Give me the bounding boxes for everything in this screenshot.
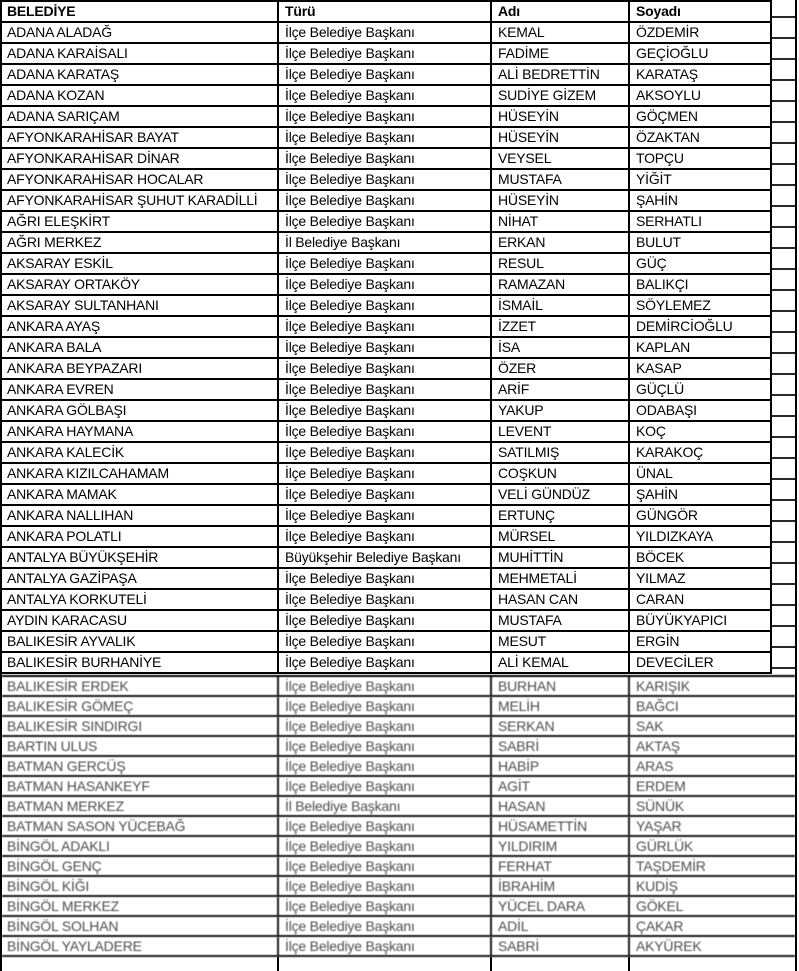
table-row xyxy=(2,422,795,443)
cell-turu: İlçe Belediye Başkanı xyxy=(277,590,490,609)
cell-soyadi: DEMİRCİOĞLU xyxy=(628,317,795,336)
table-row xyxy=(2,296,795,317)
cell-belediye: AĞRI ELEŞKİRT xyxy=(7,213,110,229)
cell-belediye: ADANA KOZAN xyxy=(7,87,105,103)
cell-soyadi: KARIŞIK xyxy=(628,677,795,695)
table-row xyxy=(2,359,795,380)
table-row xyxy=(2,149,795,170)
cell-soyadi: GÜÇ xyxy=(628,254,795,273)
cell-soyadi: ODABAŞI xyxy=(628,401,795,420)
cell-turu: İlçe Belediye Başkanı xyxy=(277,401,490,420)
cell-turu: İlçe Belediye Başkanı xyxy=(277,737,490,755)
cell-turu: İlçe Belediye Başkanı xyxy=(277,777,490,795)
cell-soyadi: SAK xyxy=(628,717,795,735)
cell-belediye: BATMAN MERKEZ xyxy=(7,798,124,814)
cell-turu: İlçe Belediye Başkanı xyxy=(277,917,490,935)
cell-adi: NİHAT xyxy=(490,212,628,231)
cell-soyadi: KARATAŞ xyxy=(628,65,795,84)
cell-soyadi: ÖZDEMİR xyxy=(628,23,795,42)
cell-turu: İlçe Belediye Başkanı xyxy=(277,485,490,504)
cell-soyadi: BÜYÜKYAPICI xyxy=(628,611,795,630)
cell-turu: İl Belediye Başkanı xyxy=(277,797,490,815)
cell-adi: HÜSEYİN xyxy=(490,191,628,210)
cell-belediye: AFYONKARAHİSAR HOCALAR xyxy=(7,171,204,187)
cell-belediye: ADANA SARIÇAM xyxy=(7,108,120,124)
cell-soyadi: KUDİŞ xyxy=(628,877,795,895)
table-row xyxy=(2,897,795,917)
cell-soyadi: GÜNGÖR xyxy=(628,506,795,525)
table-row xyxy=(2,86,795,107)
cell-turu: İlçe Belediye Başkanı xyxy=(277,275,490,294)
table-row xyxy=(2,548,795,569)
cell-belediye: BALIKESİR GÖMEÇ xyxy=(7,698,134,714)
cell-turu: İlçe Belediye Başkanı xyxy=(277,611,490,630)
cell-adi: İBRAHİM xyxy=(490,877,628,895)
cell-soyadi: KAPLAN xyxy=(628,338,795,357)
table-row xyxy=(2,233,795,254)
cell-adi: SABRİ xyxy=(490,737,628,755)
cell-adi: İSMAİL xyxy=(490,296,628,315)
table-row xyxy=(2,675,795,697)
cell-soyadi: GÜRLÜK xyxy=(628,837,795,855)
cell-adi: MÜRSEL xyxy=(490,527,628,546)
table-row xyxy=(2,697,795,717)
cell-belediye: ANKARA HAYMANA xyxy=(7,423,134,439)
cell-turu: İlçe Belediye Başkanı xyxy=(277,837,490,855)
cell-belediye: AYDIN KARACASU xyxy=(7,612,127,628)
table-row xyxy=(2,338,795,359)
cell-soyadi: AKTAŞ xyxy=(628,737,795,755)
table-row xyxy=(2,317,795,338)
cell-belediye: ADANA ALADAĞ xyxy=(7,24,112,40)
cell-belediye: AKSARAY SULTANHANI xyxy=(7,297,159,313)
cell-soyadi: BALIKÇI xyxy=(628,275,795,294)
cell-adi: HÜSEYİN xyxy=(490,107,628,126)
cell-soyadi: AKSOYLU xyxy=(628,86,795,105)
cell-soyadi: SÖYLEMEZ xyxy=(628,296,795,315)
header-turu: Türü xyxy=(277,2,490,21)
table-row xyxy=(2,797,795,817)
cell-turu: İlçe Belediye Başkanı xyxy=(277,569,490,588)
table-row xyxy=(2,443,795,464)
table-row xyxy=(2,937,795,957)
cell-soyadi: SÜNÜK xyxy=(628,797,795,815)
cell-belediye: BİNGÖL KİĞI xyxy=(7,878,90,894)
cell-belediye: AKSARAY ESKİL xyxy=(7,255,113,271)
table-row xyxy=(2,44,795,65)
cell-turu: İlçe Belediye Başkanı xyxy=(277,464,490,483)
cell-adi: YILDIRIM xyxy=(490,837,628,855)
cell-turu: İlçe Belediye Başkanı xyxy=(277,653,490,672)
table-row xyxy=(2,877,795,897)
cell-belediye: AFYONKARAHİSAR DİNAR xyxy=(7,150,180,166)
cell-soyadi: BÖCEK xyxy=(628,548,795,567)
cell-belediye: BİNGÖL GENÇ xyxy=(7,858,102,874)
cell-turu: İlçe Belediye Başkanı xyxy=(277,422,490,441)
cell-adi: HASAN CAN xyxy=(490,590,628,609)
table-row xyxy=(2,212,795,233)
table-row xyxy=(2,777,795,797)
table-row xyxy=(2,464,795,485)
table-body xyxy=(2,23,795,957)
cell-belediye: AKSARAY ORTAKÖY xyxy=(7,276,140,292)
cell-turu: İlçe Belediye Başkanı xyxy=(277,254,490,273)
table-row xyxy=(2,527,795,548)
cell-turu: İlçe Belediye Başkanı xyxy=(277,697,490,715)
cell-adi: RAMAZAN xyxy=(490,275,628,294)
cell-soyadi: ERDEM xyxy=(628,777,795,795)
cell-soyadi: GÖKEL xyxy=(628,897,795,915)
cell-belediye: ANKARA BALA xyxy=(7,339,102,355)
cell-adi: MELİH xyxy=(490,697,628,715)
cell-turu: İlçe Belediye Başkanı xyxy=(277,23,490,42)
cell-belediye: ANKARA KALECİK xyxy=(7,444,125,460)
cell-adi: MUHİTTİN xyxy=(490,548,628,567)
table-row xyxy=(2,170,795,191)
cell-belediye: BALIKESİR ERDEK xyxy=(7,678,129,694)
cell-turu: İlçe Belediye Başkanı xyxy=(277,317,490,336)
cell-soyadi: YILDIZKAYA xyxy=(628,527,795,546)
table-header-row xyxy=(2,2,795,23)
cell-adi: YAKUP xyxy=(490,401,628,420)
cell-soyadi: YİĞİT xyxy=(628,170,795,189)
cell-belediye: ANKARA AYAŞ xyxy=(7,318,100,334)
table-row xyxy=(2,380,795,401)
table-row xyxy=(2,857,795,877)
cell-soyadi: ERGİN xyxy=(628,632,795,651)
cell-turu: İlçe Belediye Başkanı xyxy=(277,817,490,835)
cell-belediye: ANKARA MAMAK xyxy=(7,486,117,502)
table-row xyxy=(2,107,795,128)
table-row xyxy=(2,632,795,653)
cell-belediye: AFYONKARAHİSAR ŞUHUT KARADİLLİ xyxy=(7,192,258,208)
cell-turu: İlçe Belediye Başkanı xyxy=(277,857,490,875)
cell-adi: SATILMIŞ xyxy=(490,443,628,462)
table-row xyxy=(2,65,795,86)
cell-belediye: ADANA KARAİSALI xyxy=(7,45,128,61)
cell-soyadi: ŞAHİN xyxy=(628,191,795,210)
cell-turu: İlçe Belediye Başkanı xyxy=(277,191,490,210)
cell-belediye: BALIKESİR BURHANİYE xyxy=(7,654,162,670)
header-adi: Adı xyxy=(490,2,628,21)
cell-soyadi: KARAKOÇ xyxy=(628,443,795,462)
header-belediye: BELEDİYE xyxy=(7,3,76,19)
cell-turu: İlçe Belediye Başkanı xyxy=(277,170,490,189)
cell-belediye: AFYONKARAHİSAR BAYAT xyxy=(7,129,179,145)
table-row xyxy=(2,737,795,757)
cell-soyadi: BULUT xyxy=(628,233,795,252)
cell-soyadi: GÜÇLÜ xyxy=(628,380,795,399)
cell-turu: İlçe Belediye Başkanı xyxy=(277,527,490,546)
cell-adi: SABRİ xyxy=(490,937,628,955)
cell-belediye xyxy=(2,957,277,971)
cell-adi: ADİL xyxy=(490,917,628,935)
table-row xyxy=(2,837,795,857)
table-row xyxy=(2,717,795,737)
cell-turu: İlçe Belediye Başkanı xyxy=(277,65,490,84)
cell-turu: İlçe Belediye Başkanı xyxy=(277,338,490,357)
cell-belediye: BARTIN ULUS xyxy=(7,738,98,754)
cell-adi: YÜCEL DARA xyxy=(490,897,628,915)
cell-belediye: ANKARA NALLIHAN xyxy=(7,507,134,523)
cell-adi: ARİF xyxy=(490,380,628,399)
cell-soyadi: KASAP xyxy=(628,359,795,378)
cell-soyadi: ÇAKAR xyxy=(628,917,795,935)
table-row xyxy=(2,401,795,422)
cell-adi: MUSTAFA xyxy=(490,170,628,189)
cell-adi: İSA xyxy=(490,338,628,357)
cell-belediye: BİNGÖL YAYLADERE xyxy=(7,938,142,954)
cell-soyadi: YILMAZ xyxy=(628,569,795,588)
cell-turu: İlçe Belediye Başkanı xyxy=(277,757,490,775)
cell-turu: İlçe Belediye Başkanı xyxy=(277,86,490,105)
cell-adi: MUSTAFA xyxy=(490,611,628,630)
cell-turu: İlçe Belediye Başkanı xyxy=(277,717,490,735)
table-row xyxy=(2,817,795,837)
cell-adi: İZZET xyxy=(490,317,628,336)
cell-turu: İlçe Belediye Başkanı xyxy=(277,212,490,231)
cell-adi: VELİ GÜNDÜZ xyxy=(490,485,628,504)
cell-belediye: BATMAN SASON YÜCEBAĞ xyxy=(7,818,186,834)
table-row xyxy=(2,128,795,149)
cell-adi: SERKAN xyxy=(490,717,628,735)
cell-soyadi: ÜNAL xyxy=(628,464,795,483)
cell-adi: ERTUNÇ xyxy=(490,506,628,525)
cell-soyadi: KOÇ xyxy=(628,422,795,441)
cell-soyadi: DEVECİLER xyxy=(628,653,795,672)
table-row xyxy=(2,611,795,632)
cell-adi: SUDİYE GİZEM xyxy=(490,86,628,105)
cell-adi: HASAN xyxy=(490,797,628,815)
cell-turu: İlçe Belediye Başkanı xyxy=(277,128,490,147)
cell-soyadi xyxy=(628,957,795,971)
cell-soyadi: GEÇİOĞLU xyxy=(628,44,795,63)
right-edge-partial-column xyxy=(770,0,795,674)
cell-soyadi: AKYÜREK xyxy=(628,937,795,955)
cell-belediye: BİNGÖL MERKEZ xyxy=(7,898,120,914)
cell-belediye: ANKARA KIZILCAHAMAM xyxy=(7,465,169,481)
cell-turu: İlçe Belediye Başkanı xyxy=(277,877,490,895)
cell-soyadi: SERHATLI xyxy=(628,212,795,231)
cell-turu: İlçe Belediye Başkanı xyxy=(277,149,490,168)
cell-turu xyxy=(277,957,490,971)
cell-belediye: ANKARA EVREN xyxy=(7,381,114,397)
cell-belediye: ANKARA POLATLI xyxy=(7,528,122,544)
cell-turu: İlçe Belediye Başkanı xyxy=(277,107,490,126)
cell-belediye: BALIKESİR AYVALIK xyxy=(7,633,136,649)
cell-belediye: AĞRI MERKEZ xyxy=(7,234,102,250)
cell-turu: İlçe Belediye Başkanı xyxy=(277,380,490,399)
table-row xyxy=(2,254,795,275)
cell-adi: LEVENT xyxy=(490,422,628,441)
cell-adi: RESUL xyxy=(490,254,628,273)
cell-soyadi: TAŞDEMİR xyxy=(628,857,795,875)
table-row xyxy=(2,917,795,937)
cell-adi: ALİ BEDRETTİN xyxy=(490,65,628,84)
cell-turu: İlçe Belediye Başkanı xyxy=(277,937,490,955)
cell-belediye: BALIKESİR SINDIRGI xyxy=(7,718,142,734)
cell-turu: İl Belediye Başkanı xyxy=(277,233,490,252)
cell-adi: ÖZER xyxy=(490,359,628,378)
cell-belediye: BATMAN GERCÜŞ xyxy=(7,758,126,774)
cell-soyadi: CARAN xyxy=(628,590,795,609)
table-row xyxy=(2,485,795,506)
table-row xyxy=(2,569,795,590)
table-row xyxy=(2,653,795,674)
cell-adi: AGİT xyxy=(490,777,628,795)
table-row xyxy=(2,757,795,777)
cell-soyadi: ŞAHİN xyxy=(628,485,795,504)
cell-adi: VEYSEL xyxy=(490,149,628,168)
cell-turu: İlçe Belediye Başkanı xyxy=(277,296,490,315)
cell-adi xyxy=(490,957,628,971)
table-row xyxy=(2,191,795,212)
cell-soyadi: TOPÇU xyxy=(628,149,795,168)
cell-belediye: ANKARA BEYPAZARI xyxy=(7,360,143,376)
cell-turu: İlçe Belediye Başkanı xyxy=(277,359,490,378)
table-row xyxy=(2,590,795,611)
cell-turu: İlçe Belediye Başkanı xyxy=(277,897,490,915)
cell-belediye: ANTALYA BÜYÜKŞEHİR xyxy=(7,549,159,565)
cell-turu: İlçe Belediye Başkanı xyxy=(277,44,490,63)
table-row xyxy=(2,506,795,527)
cell-soyadi: GÖÇMEN xyxy=(628,107,795,126)
cell-belediye: BATMAN HASANKEYF xyxy=(7,778,150,794)
table-row-partial xyxy=(2,957,795,971)
cell-turu: İlçe Belediye Başkanı xyxy=(277,677,490,695)
cell-belediye: BİNGÖL ADAKLI xyxy=(7,838,110,854)
cell-adi: HABİP xyxy=(490,757,628,775)
cell-soyadi: YAŞAR xyxy=(628,817,795,835)
cell-adi: COŞKUN xyxy=(490,464,628,483)
cell-turu: İlçe Belediye Başkanı xyxy=(277,506,490,525)
cell-adi: BURHAN xyxy=(490,677,628,695)
cell-belediye: ADANA KARATAŞ xyxy=(7,66,120,82)
cell-soyadi: ÖZAKTAN xyxy=(628,128,795,147)
header-soyadi: Soyadı xyxy=(628,2,795,21)
table-row xyxy=(2,23,795,44)
cell-belediye: ANTALYA KORKUTELİ xyxy=(7,591,147,607)
cell-adi: FERHAT xyxy=(490,857,628,875)
cell-turu: İlçe Belediye Başkanı xyxy=(277,632,490,651)
cell-adi: ALİ KEMAL xyxy=(490,653,628,672)
cell-adi: HÜSAMETTİN xyxy=(490,817,628,835)
table-row xyxy=(2,275,795,296)
cell-belediye: BİNGÖL SOLHAN xyxy=(7,918,119,934)
cell-adi: KEMAL xyxy=(490,23,628,42)
cell-belediye: ANTALYA GAZİPAŞA xyxy=(7,570,137,586)
cell-turu: Büyükşehir Belediye Başkanı xyxy=(277,548,490,567)
cell-soyadi: ARAS xyxy=(628,757,795,775)
cell-adi: ERKAN xyxy=(490,233,628,252)
cell-belediye: ANKARA GÖLBAŞI xyxy=(7,402,127,418)
cell-adi: FADİME xyxy=(490,44,628,63)
cell-adi: MESUT xyxy=(490,632,628,651)
cell-turu: İlçe Belediye Başkanı xyxy=(277,443,490,462)
cell-adi: HÜSEYİN xyxy=(490,128,628,147)
cell-adi: MEHMETALİ xyxy=(490,569,628,588)
cell-soyadi: BAĞCI xyxy=(628,697,795,715)
